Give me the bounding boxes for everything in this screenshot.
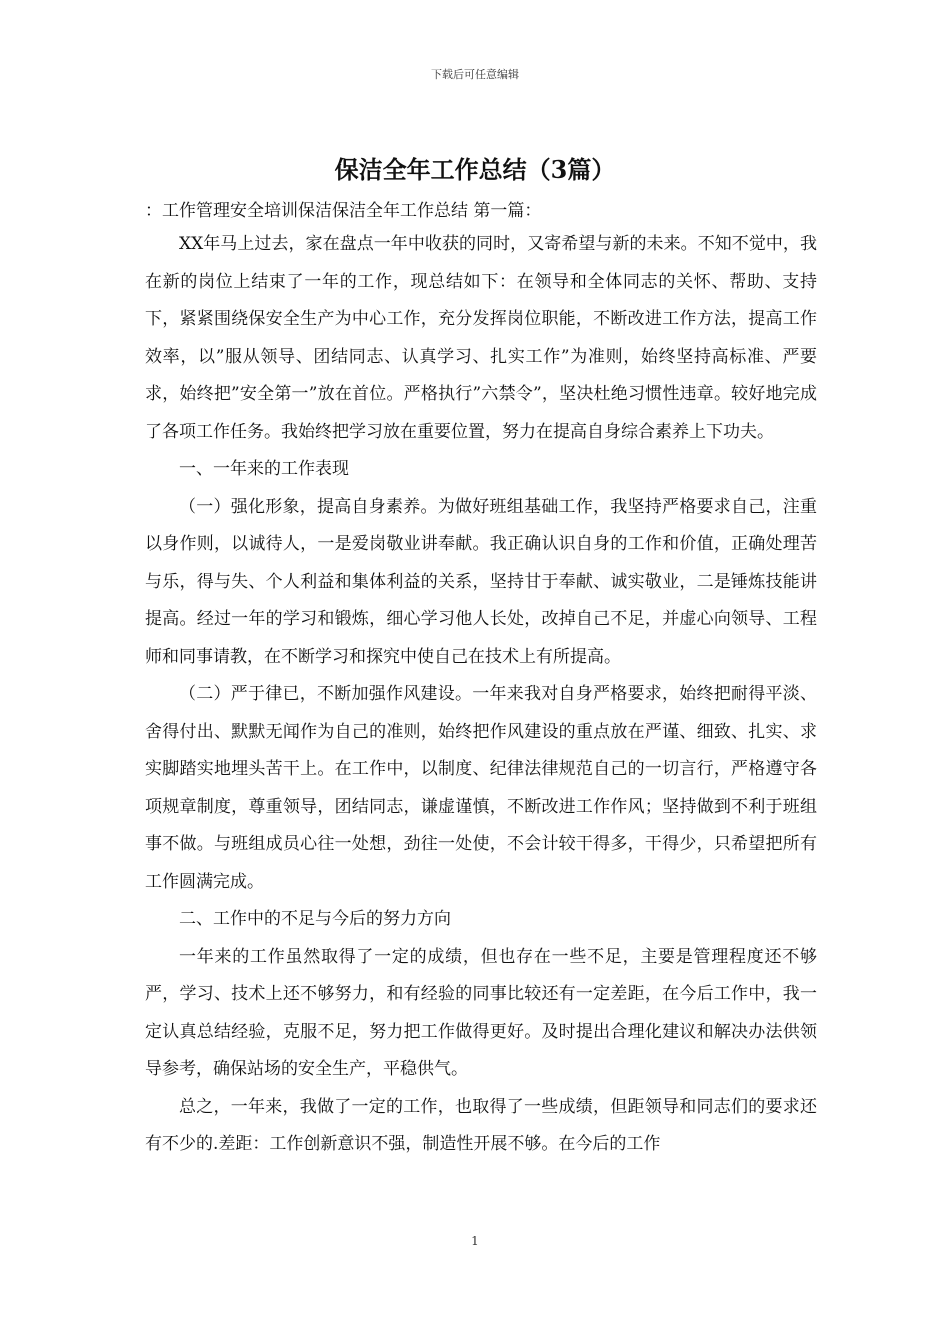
paragraph: （一）强化形象，提高自身素养。为做好班组基础工作，我坚持严格要求自己，注重以身作则，以诚待人，一是爱岗敬业讲奉献。我正确认识自身的工作和价值，正确处理苦与乐，得与失、个人利益和集体利益的关系，坚持甘于奉献、诚实敬业，二是锤炼技能讲提高。经过一年的学习和锻炼，细心学习他人长处，改掉自己不足，并虚心向领导、工程师和同事请教，在不断学习和探究中使自己在技术上有所提高。 bbox=[145, 496, 817, 667]
paragraph: （二）严于律已，不断加强作风建设。一年来我对自身严格要求，始终把耐得平淡、舍得付出、默默无闻作为自己的准则，始终把作风建设的重点放在严谨、细致、扎实、求实脚踏实地埋头苦干上。在工作中，以制度、纪律法律规范自己的一切言行，严格遵守各项规章制度，尊重领导，团结同志，谦虚谨慎，不断改进工作作风；坚持做到不利于班组事不做。与班组成员心往一处想，劲往一处使，不会计较干得多，干得少，只希望把所有工作圆满完成。 bbox=[145, 684, 817, 892]
paragraph: 一年来的工作虽然取得了一定的成绩，但也存在一些不足，主要是管理程度还不够严，学习、技术上还不够努力，和有经验的同事比较还有一定差距，在今后工作中，我一定认真总结经验，克服不足，努力把工作做得更好。及时提出合理化建议和解决办法供领导参考，确保站场的安全生产，平稳供气。 bbox=[145, 946, 817, 1079]
section-heading: 一、一年来的工作表现 bbox=[179, 459, 349, 479]
document-body bbox=[145, 196, 817, 1164]
header-text: 下载后可任意编辑 bbox=[431, 68, 519, 81]
document-title: 保洁全年工作总结（3篇） bbox=[334, 155, 616, 184]
paragraph: 总之，一年来，我做了一定的工作，也取得了一些成绩，但距领导和同志们的要求还有不少的.差距：工作创新意识不强，制造性开展不够。在今后的工作 bbox=[145, 1096, 817, 1154]
section-heading: 二、工作中的不足与今后的努力方向 bbox=[179, 909, 451, 929]
paragraph: XX年马上过去，家在盘点一年中收获的同时，又寄希望与新的未来。不知不觉中，我在新的岗位上结束了一年的工作，现总结如下：在领导和全体同志的关怀、帮助、支持下，紧紧围绕保安全生产为中心工作，充分发挥岗位职能，不断改进工作方法，提高工作效率，以”服从领导、团结同志、认真学习、扎实工作”为准则，始终坚持高标准、严要求，始终把”安全第一”放在首位。严格执行”六禁令”，坚决杜绝习惯性违章。较好地完成了各项工作任务。我始终把学习放在重要位置，努力在提高自身综合素养上下功夫。 bbox=[145, 234, 817, 442]
page-number: 1 bbox=[471, 1234, 479, 1248]
page-header bbox=[0, 66, 950, 82]
intro-line: ：工作管理安全培训保洁保洁全年工作总结 第一篇： bbox=[145, 201, 542, 221]
page-footer bbox=[0, 1234, 950, 1248]
